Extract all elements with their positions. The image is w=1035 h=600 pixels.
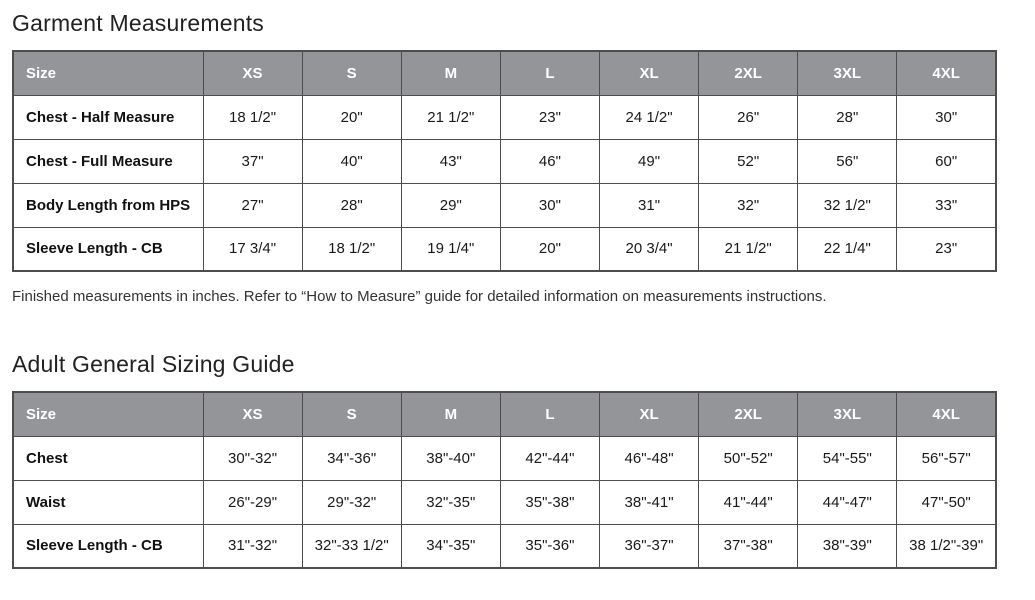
cell: 42"-44" — [500, 436, 599, 480]
cell: 30" — [500, 183, 599, 227]
cell: 21 1/2" — [401, 95, 500, 139]
column-header-2xl: 2XL — [699, 51, 798, 95]
cell: 22 1/4" — [798, 227, 897, 271]
cell: 18 1/2" — [302, 227, 401, 271]
cell: 33" — [897, 183, 996, 227]
adult-sizing-guide-table — [12, 391, 997, 569]
cell: 50"-52" — [699, 436, 798, 480]
cell: 30" — [897, 95, 996, 139]
cell: 20 3/4" — [600, 227, 699, 271]
adult-sizing-guide-title: Adult General Sizing Guide — [12, 351, 295, 377]
column-header-size: Size — [13, 392, 203, 436]
measurements-note: Finished measurements in inches. Refer to “How to Measure” guide for detailed information on measurements instructions. — [12, 288, 827, 305]
column-header-size: Size — [13, 51, 203, 95]
column-header-xs: XS — [203, 392, 302, 436]
cell: 20" — [500, 227, 599, 271]
garment-header-row — [13, 51, 996, 95]
cell: 34"-36" — [302, 436, 401, 480]
cell: 38 1/2"-39" — [897, 524, 996, 568]
row-label: Sleeve Length - CB — [13, 227, 203, 271]
cell: 38"-39" — [798, 524, 897, 568]
cell: 47"-50" — [897, 480, 996, 524]
column-header-s: S — [302, 392, 401, 436]
cell: 40" — [302, 139, 401, 183]
cell: 27" — [203, 183, 302, 227]
cell: 43" — [401, 139, 500, 183]
table-row-chest — [13, 436, 996, 480]
column-header-3xl: 3XL — [798, 51, 897, 95]
cell: 29" — [401, 183, 500, 227]
table-row-sleeve-length — [13, 524, 996, 568]
cell: 26"-29" — [203, 480, 302, 524]
cell: 20" — [302, 95, 401, 139]
column-header-3xl: 3XL — [798, 392, 897, 436]
row-label: Sleeve Length - CB — [13, 524, 203, 568]
cell: 19 1/4" — [401, 227, 500, 271]
cell: 29"-32" — [302, 480, 401, 524]
cell: 31" — [600, 183, 699, 227]
cell: 46" — [500, 139, 599, 183]
cell: 18 1/2" — [203, 95, 302, 139]
cell: 24 1/2" — [600, 95, 699, 139]
cell: 28" — [798, 95, 897, 139]
cell: 44"-47" — [798, 480, 897, 524]
cell: 32"-35" — [401, 480, 500, 524]
cell: 52" — [699, 139, 798, 183]
column-header-2xl: 2XL — [699, 392, 798, 436]
column-header-xs: XS — [203, 51, 302, 95]
cell: 34"-35" — [401, 524, 500, 568]
cell: 28" — [302, 183, 401, 227]
row-label: Chest — [13, 436, 203, 480]
adult-header-row — [13, 392, 996, 436]
cell: 37"-38" — [699, 524, 798, 568]
cell: 30"-32" — [203, 436, 302, 480]
table-row-body-length — [13, 183, 996, 227]
cell: 21 1/2" — [699, 227, 798, 271]
garment-measurements-table — [12, 50, 997, 272]
cell: 35"-38" — [500, 480, 599, 524]
row-label: Chest - Half Measure — [13, 95, 203, 139]
cell: 32 1/2" — [798, 183, 897, 227]
table-row-waist — [13, 480, 996, 524]
cell: 56"-57" — [897, 436, 996, 480]
column-header-m: M — [401, 51, 500, 95]
cell: 41"-44" — [699, 480, 798, 524]
row-label: Chest - Full Measure — [13, 139, 203, 183]
cell: 49" — [600, 139, 699, 183]
cell: 23" — [500, 95, 599, 139]
column-header-s: S — [302, 51, 401, 95]
row-label: Waist — [13, 480, 203, 524]
column-header-l: L — [500, 51, 599, 95]
cell: 38"-40" — [401, 436, 500, 480]
cell: 32" — [699, 183, 798, 227]
table-row-chest-half — [13, 95, 996, 139]
column-header-m: M — [401, 392, 500, 436]
cell: 38"-41" — [600, 480, 699, 524]
cell: 23" — [897, 227, 996, 271]
table-row-chest-full — [13, 139, 996, 183]
row-label: Body Length from HPS — [13, 183, 203, 227]
cell: 46"-48" — [600, 436, 699, 480]
cell: 60" — [897, 139, 996, 183]
cell: 31"-32" — [203, 524, 302, 568]
cell: 54"-55" — [798, 436, 897, 480]
column-header-4xl: 4XL — [897, 51, 996, 95]
garment-measurements-title: Garment Measurements — [12, 10, 264, 36]
cell: 26" — [699, 95, 798, 139]
column-header-xl: XL — [600, 51, 699, 95]
cell: 35"-36" — [500, 524, 599, 568]
cell: 56" — [798, 139, 897, 183]
column-header-4xl: 4XL — [897, 392, 996, 436]
column-header-xl: XL — [600, 392, 699, 436]
cell: 36"-37" — [600, 524, 699, 568]
cell: 32"-33 1/2" — [302, 524, 401, 568]
cell: 37" — [203, 139, 302, 183]
cell: 17 3/4" — [203, 227, 302, 271]
table-row-sleeve-length — [13, 227, 996, 271]
column-header-l: L — [500, 392, 599, 436]
